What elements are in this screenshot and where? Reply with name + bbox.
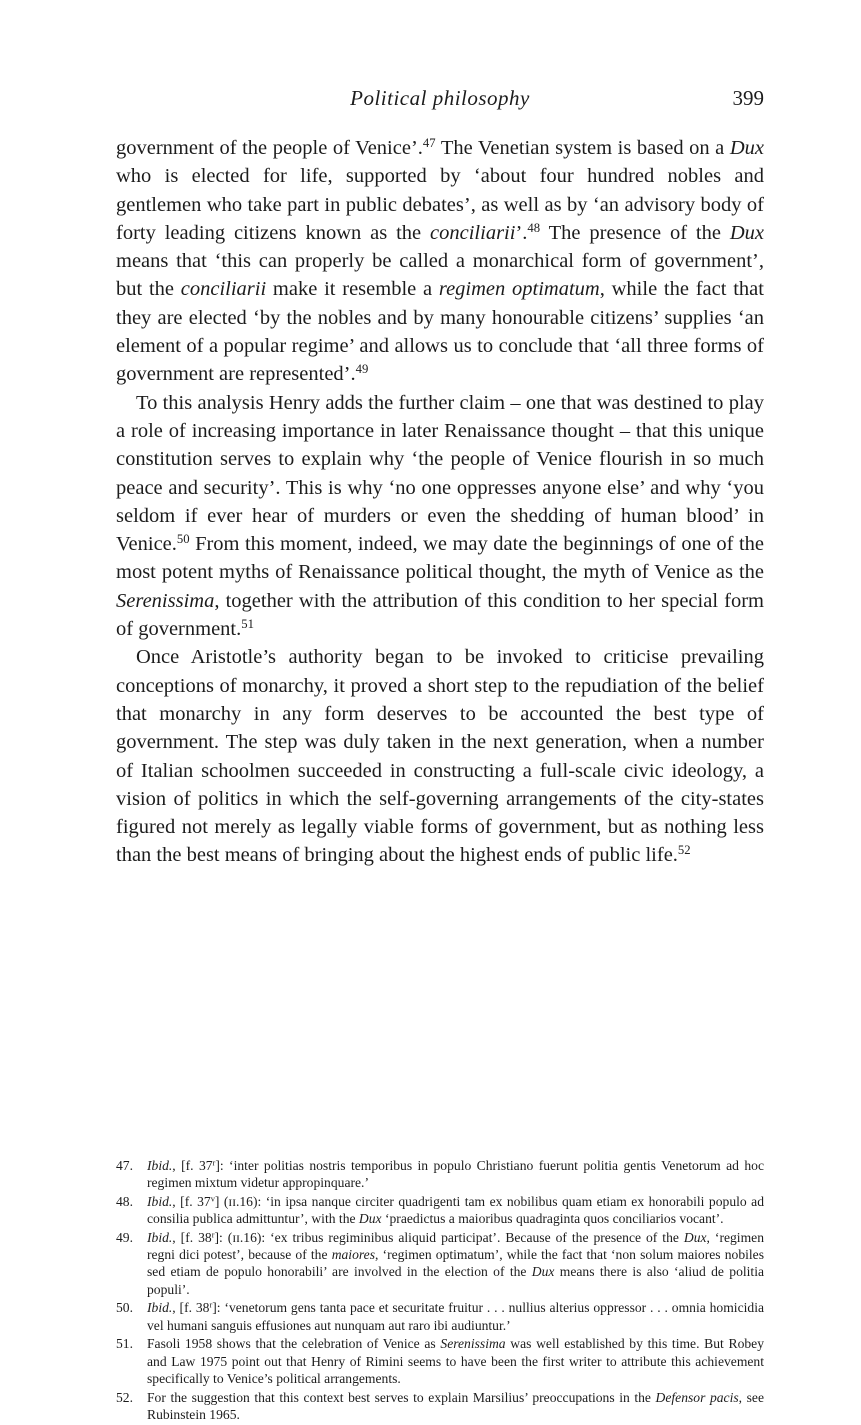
text-run: ] (ɪɪ.16): ‘in ipsa nanque circiter quadrigenti tam ex nobilibus quam etiam ex honorabili populo ad consilia publica admittuntur’, with the [147,1194,764,1227]
folio-side: v [210,1193,215,1204]
italic-term: Dux [358,1211,382,1227]
footnotes [116,1157,764,1425]
italic-term: conciliarii [430,221,516,244]
footnote-49 [116,1229,764,1298]
text-run: , see Rubinstein 1965. [147,1389,764,1422]
footnote-number: 50. [116,1300,133,1316]
footnote-51 [116,1335,764,1387]
italic-term: Serenissima [440,1336,506,1352]
text-run: , [f. 38 [172,1230,212,1245]
italic-term: Ibid. [147,1194,173,1209]
text-run: Once Aristotle’s authority began to be invoked to criticise prevailing conceptions of monarchy, it proved a short step to the repudiation of the belief that monarchy in any form deserves to be accounted the best type of government. The step was duly taken in the next generation, when a number of Italian schoolmen succeeded in constructing a full-scale civic ideology, a vision of politics in which the self-governing arrangements of the city-states figured not merely as legally viable forms of government, but as nothing less than the best means of bringing about the highest ends of public life. [116,646,764,867]
footnote-47 [116,1157,764,1191]
italic-term: conciliarii [180,278,267,301]
page-number: 399 [732,86,764,110]
text-run: means there is also ‘aliud de politia populi’. [147,1264,765,1297]
footnote-48 [116,1193,764,1227]
footnote-number: 48. [116,1194,133,1209]
text-run: ]: ‘inter politias nostris temporibus in populo Christiano fuerunt politia gentis Venetorum ad hoc regimen mixtum videtur appropinquare.’ [147,1158,765,1191]
footnote-ref-50: 50 [176,532,190,547]
text-run: , while the fact that they are elected ‘by the nobles and by many honourable citizens’ supplies ‘an element of a popular regime’ and allows us to conclude that ‘all three forms of government are represented’. [116,278,764,386]
footnote-number: 47. [116,1158,133,1173]
paragraph-1 [116,134,764,389]
footnote-ref-52: 52 [677,843,691,858]
text-run: Fasoli 1958 shows that the celebration of Venice as [147,1336,441,1352]
italic-term: maiores [331,1247,375,1263]
footnote-ref-48: 48 [527,220,541,235]
text-run: , [f. 38 [172,1300,210,1316]
italic-term: Serenissima [116,589,215,612]
text-run: ]: ‘venetorum gens tanta pace et securitate fruitur . . . nullius alterius oppressor . . . omnia homicidia vel humani sanguis effusiones aut nunquam aut raro ibi audiuntur.’ [147,1300,764,1333]
body-text [116,134,764,870]
text-run: The presence of the [540,221,730,244]
footnote-ref-47: 47 [422,136,436,151]
footnote-number: 51. [116,1336,133,1352]
text-run: government of the people of Venice’. [116,137,423,159]
text-run: who is elected for life, supported by ‘about four hundred nobles and gentlemen who take part in public debates’, as well as by ‘an advisory body of forty leading citizens known as the [116,165,764,244]
text-run: ’. [515,221,528,244]
footnote-52 [116,1389,764,1423]
text-run: make it resemble a [266,278,439,301]
text-run: ]: (ɪɪ.16): ‘ex tribus regiminibus aliquid participat’. Because of the presence of the [214,1230,684,1245]
text-run: The Venetian system is based on a [435,137,730,159]
italic-term: Defensor pacis [655,1389,739,1405]
folio-side: r [212,1157,216,1168]
text-run: , ‘regimen optimatum’, while the fact that ‘non solum maiores nobiles sed etiam de populo honorabili’ are involved in the election of the [147,1247,764,1280]
italic-term: Ibid. [147,1300,173,1316]
footnote-number: 49. [116,1230,133,1245]
running-head: Political philosophy [350,86,530,110]
text-run: means that ‘this can properly be called a monarchical form of government’, but the [116,250,764,301]
page-header [116,86,764,116]
folio-side: r [211,1229,215,1240]
text-run: For the suggestion that this context best serves to explain Marsilius’ preoccupations in the [147,1389,656,1405]
text-run: , [f. 37 [172,1194,211,1209]
italic-term: Dux [729,221,764,244]
italic-term: Dux [729,137,764,159]
italic-term: Ibid. [147,1230,173,1245]
footnote-ref-49: 49 [355,362,369,377]
text-run: ‘praedictus a maioribus quadraginta quos conciliarios vocant’. [381,1211,724,1227]
italic-term: Dux [531,1264,555,1280]
folio-side: r [209,1299,213,1310]
italic-term: Ibid. [147,1158,173,1173]
italic-term: Dux [683,1230,707,1245]
text-run: , together with the attribution of this condition to her special form of government. [116,589,764,641]
text-run: was well established by this time. But Robey and Law 1975 point out that Henry of Rimini seems to have been the first writer to attribute this achievement specifically to Venice’s political arrangements. [147,1336,764,1386]
text-run: , ‘regimen regni dici potest’, because of the [147,1230,764,1263]
paragraph-3 [116,643,764,869]
text-run: , [f. 37 [172,1158,213,1173]
text-run: To this analysis Henry adds the further claim – one that was destined to play a role of increasing importance in later Renaissance thought – that this unique constitution serves to explain why ‘the people of Venice flourish in so much peace and security’. This is why ‘no one oppresses anyone else’ and why ‘you seldom if ever hear of murders or even the shedding of human blood’ in Venice. [116,391,764,556]
footnote-50 [116,1299,764,1333]
paragraph-2 [116,389,764,644]
italic-term: regimen optimatum [438,278,600,301]
footnote-ref-51: 51 [241,617,254,632]
footnote-number: 52. [116,1389,133,1405]
text-run: From this moment, indeed, we may date the beginnings of one of the most potent myths of Renaissance political thought, the myth of Venice as the [116,533,764,584]
